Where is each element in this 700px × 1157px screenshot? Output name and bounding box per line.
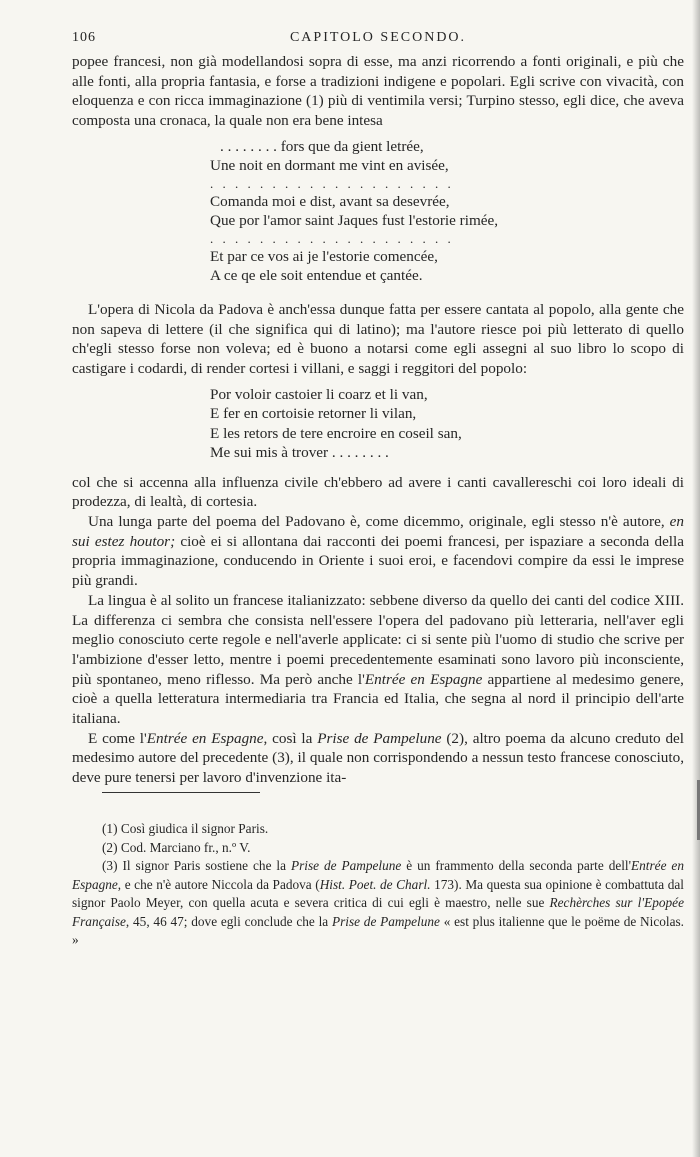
paragraph-4 bbox=[72, 512, 684, 591]
footnote-2: (2) Cod. Marciano fr., n.º V. bbox=[102, 839, 251, 855]
verse-line: Comanda moi e dist, avant sa desevrée, bbox=[210, 192, 450, 210]
text-run: , e che n'è autore Niccola da Padova ( bbox=[117, 876, 320, 892]
text-run: Una lunga parte del poema del Padovano è, come dicemmo, originale, egli stesso n'è autore, bbox=[88, 513, 670, 531]
italic-title: Entrée en Espagne bbox=[364, 670, 483, 688]
italic-title: Rechèrches sur l'Epopée Française bbox=[72, 895, 684, 929]
text-run: 173). Ma questa sua opinione è combattuta dal signor Paolo Meyer, con quella acuta e severa critica di cui egli è maestro, nelle sue bbox=[72, 876, 684, 910]
verse-quote-2 bbox=[210, 385, 684, 463]
text-run: E come l' bbox=[88, 729, 147, 747]
page-number: 106 bbox=[72, 30, 96, 45]
paragraph-5 bbox=[72, 591, 684, 729]
verse-line: Une noit en dormant me vint en avisée, bbox=[210, 157, 449, 175]
verse-line: E fer en cortoisie retorner li vilan, bbox=[210, 405, 417, 423]
italic-title: Prise de Pampelune bbox=[331, 913, 440, 929]
page-content bbox=[72, 30, 684, 788]
verse-line: A ce qe ele soit entendue et çantée. bbox=[210, 267, 423, 285]
verse-ellipsis: . . . . . . . . . . . . . . . . . . . . bbox=[210, 175, 454, 191]
italic-title: Prise de Pampelune bbox=[317, 729, 442, 747]
text-run: (3) Il signor Paris sostiene che la bbox=[102, 858, 291, 873]
text-run: (2), altro poema da alcuno creduto del medesimo autore del precedente (3), il quale non corrispondendo a nessun testo francese conosciuto, deve pure tenersi per lavoro d'invenzione ita- bbox=[72, 729, 685, 787]
italic-citation: Hist. Poet. de Charl. bbox=[319, 876, 431, 892]
text-run: cioè ei si allontana dai racconti dei poemi francesi, per ispaziare a seconda della propria immaginazione, conducendo in Oriente i suoi eroi, e facendovi compire da essi le imprese più grandi. bbox=[72, 532, 684, 590]
text-run: La lingua è al solito un francese italianizzato: sebbene diverso da quello dei canti del codice XIII. La differenza ci sembra che consista nell'essere l'opera del padovano più letteraria, nell'aver egli meglio conosciuto certe regole e nell'averle applicate: ci si sente più l'uomo di studio che scrive per l'ambizione d'esser letto, mentre i poemi precedentemente esaminati sono lavoro più inconsciente, più spontaneo, meno riflesso. Ma però anche l' bbox=[72, 591, 684, 688]
text-run: è un frammento della seconda parte dell' bbox=[401, 858, 632, 873]
verse-line: . . . . . . . . fors que da gient letrée, bbox=[220, 137, 424, 155]
footnote-rule bbox=[102, 792, 260, 793]
verse-line: Por voloir castoier li coarz et li van, bbox=[210, 385, 428, 403]
paragraph-1: popee francesi, non già modellandosi sopra di esse, ma anzi ricorrendo a fonti originali, e più che alle fonti, alla propria fantasia, e forse a tradizioni indigene e popolari. Egli scrive con vivacità, con eloquenza e con ricca immaginazione (1) più di ventimila versi; Turpino stesso, egli dice, che aveva composta una cronaca, la quale non era bene intesa bbox=[72, 53, 684, 130]
text-run: , 45, 46 47; dove egli conclude che la bbox=[125, 913, 332, 929]
text-run: « est plus italienne que le poëme de Nicolas. » bbox=[72, 913, 684, 947]
italic-title: Prise de Pampelune bbox=[290, 858, 402, 873]
paragraph-2: L'opera di Nicola da Padova è anch'essa dunque fatta per essere cantata al popolo, alla gente che non sapeva di lettere (il che significa qui di latino); ma l'autore riesce poi più letterato di quello ch'egli stesso forse non voleva; ed è buono a notarsi come egli assegni al suo libro lo scopo di castigare i codardi, di render cortesi i villani, e saggi i reggitori del popolo: bbox=[72, 300, 684, 377]
running-head bbox=[72, 30, 684, 52]
verse-ellipsis: . . . . . . . . . . . . . . . . . . . . bbox=[210, 230, 454, 246]
verse-line: Que por l'amor saint Jaques fust l'estorie rimée, bbox=[210, 212, 499, 230]
paragraph-6 bbox=[72, 729, 684, 788]
text-run: , così la bbox=[263, 729, 318, 747]
italic-title: Entrée en Espagne bbox=[72, 858, 684, 892]
text-run: appartiene al medesimo genere, cioè a quella letteratura intermediaria tra Francia ed Italia, che segna al nord il principio dell'arte italiana. bbox=[72, 670, 684, 728]
verse-quote-1 bbox=[210, 137, 684, 286]
footnotes bbox=[72, 820, 684, 950]
footnote-1: (1) Così giudica il signor Paris. bbox=[102, 821, 269, 836]
paragraph-3: col che si accenna alla influenza civile ch'ebbero ad avere i canti cavallereschi coi loro ideali di prodezza, di lealtà, di cortesia. bbox=[72, 473, 684, 511]
page-edge-shadow bbox=[692, 0, 700, 1157]
footnote-3 bbox=[72, 857, 684, 950]
italic-title: Entrée en Espagne bbox=[146, 729, 264, 747]
verse-line: Me sui mis à trover . . . . . . . . bbox=[210, 444, 389, 462]
verse-line: Et par ce vos ai je l'estorie comencée, bbox=[210, 247, 438, 265]
italic-quote: en sui estez houtor; bbox=[72, 513, 684, 550]
running-title: CAPITOLO SECONDO. bbox=[289, 30, 467, 45]
verse-line: E les retors de tere encroire en coseil san, bbox=[210, 424, 462, 442]
